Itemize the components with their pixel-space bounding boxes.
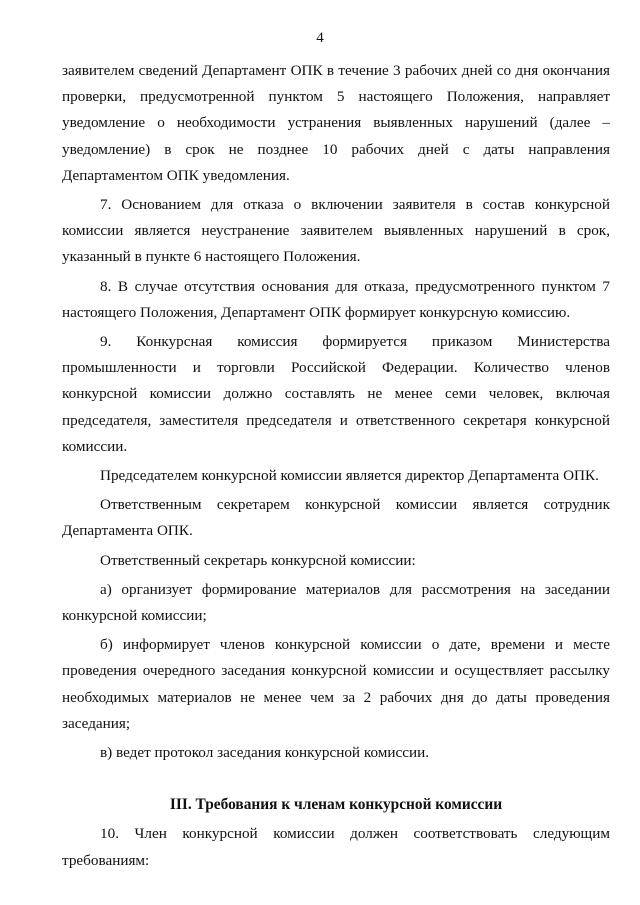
page-number: 4: [316, 30, 324, 46]
paragraph-chairman: Председателем конкурсной комиссии является директор Департамента ОПК.: [100, 467, 599, 485]
list-item-a: а) организует формирование материалов для рассмотрения на заседании конкурсной комиссии;: [62, 580, 610, 625]
paragraph-secretary: Ответственным секретарем конкурсной комиссии является сотрудник Департамента ОПК.: [62, 496, 610, 540]
paragraph-9: 9. Конкурсная комиссия формируется приказом Министерства промышленности и торговли Российской Федерации. Количество членов конкурсной комиссии должно составлять не менее семи человек, включая председателя, заместителя председателя и ответственного секретаря конкурсной комиссии.: [62, 333, 610, 455]
paragraph-7: 7. Основанием для отказа о включении заявителя в состав конкурсной комиссии является неустранение заявителем выявленных нарушений в срок, указанный в пункте 6 настоящего Положения.: [62, 196, 610, 266]
list-item-b: б) информирует членов конкурсной комиссии о дате, времени и месте проведения очередного заседания конкурсной комиссии и осуществляет рассылку необходимых материалов не менее чем за 2 рабочих дня до даты проведения заседания;: [62, 636, 610, 732]
section-heading: III. Требования к членам конкурсной комиссии: [169, 796, 503, 814]
paragraph-10: 10. Член конкурсной комиссии должен соответствовать следующим требованиям:: [62, 825, 610, 869]
paragraph-secretary-duties: Ответственный секретарь конкурсной комиссии:: [100, 551, 416, 569]
paragraph-8: 8. В случае отсутствия основания для отказа, предусмотренного пунктом 7 настоящего Положения, Департамент ОПК формирует конкурсную комиссию.: [62, 277, 610, 321]
document-body: [62, 58, 610, 874]
paragraph-continuation: заявителем сведений Департамент ОПК в течение 3 рабочих дней со дня окончания проверки, предусмотренной пунктом 5 настоящего Положения, направляет уведомление о необходимости устранения выявленных нарушений (далее – уведомление) в срок не позднее 10 рабочих дней с даты направления Департаментом ОПК уведомления.: [62, 62, 610, 184]
list-item-v: в) ведет протокол заседания конкурсной комиссии.: [100, 744, 430, 762]
